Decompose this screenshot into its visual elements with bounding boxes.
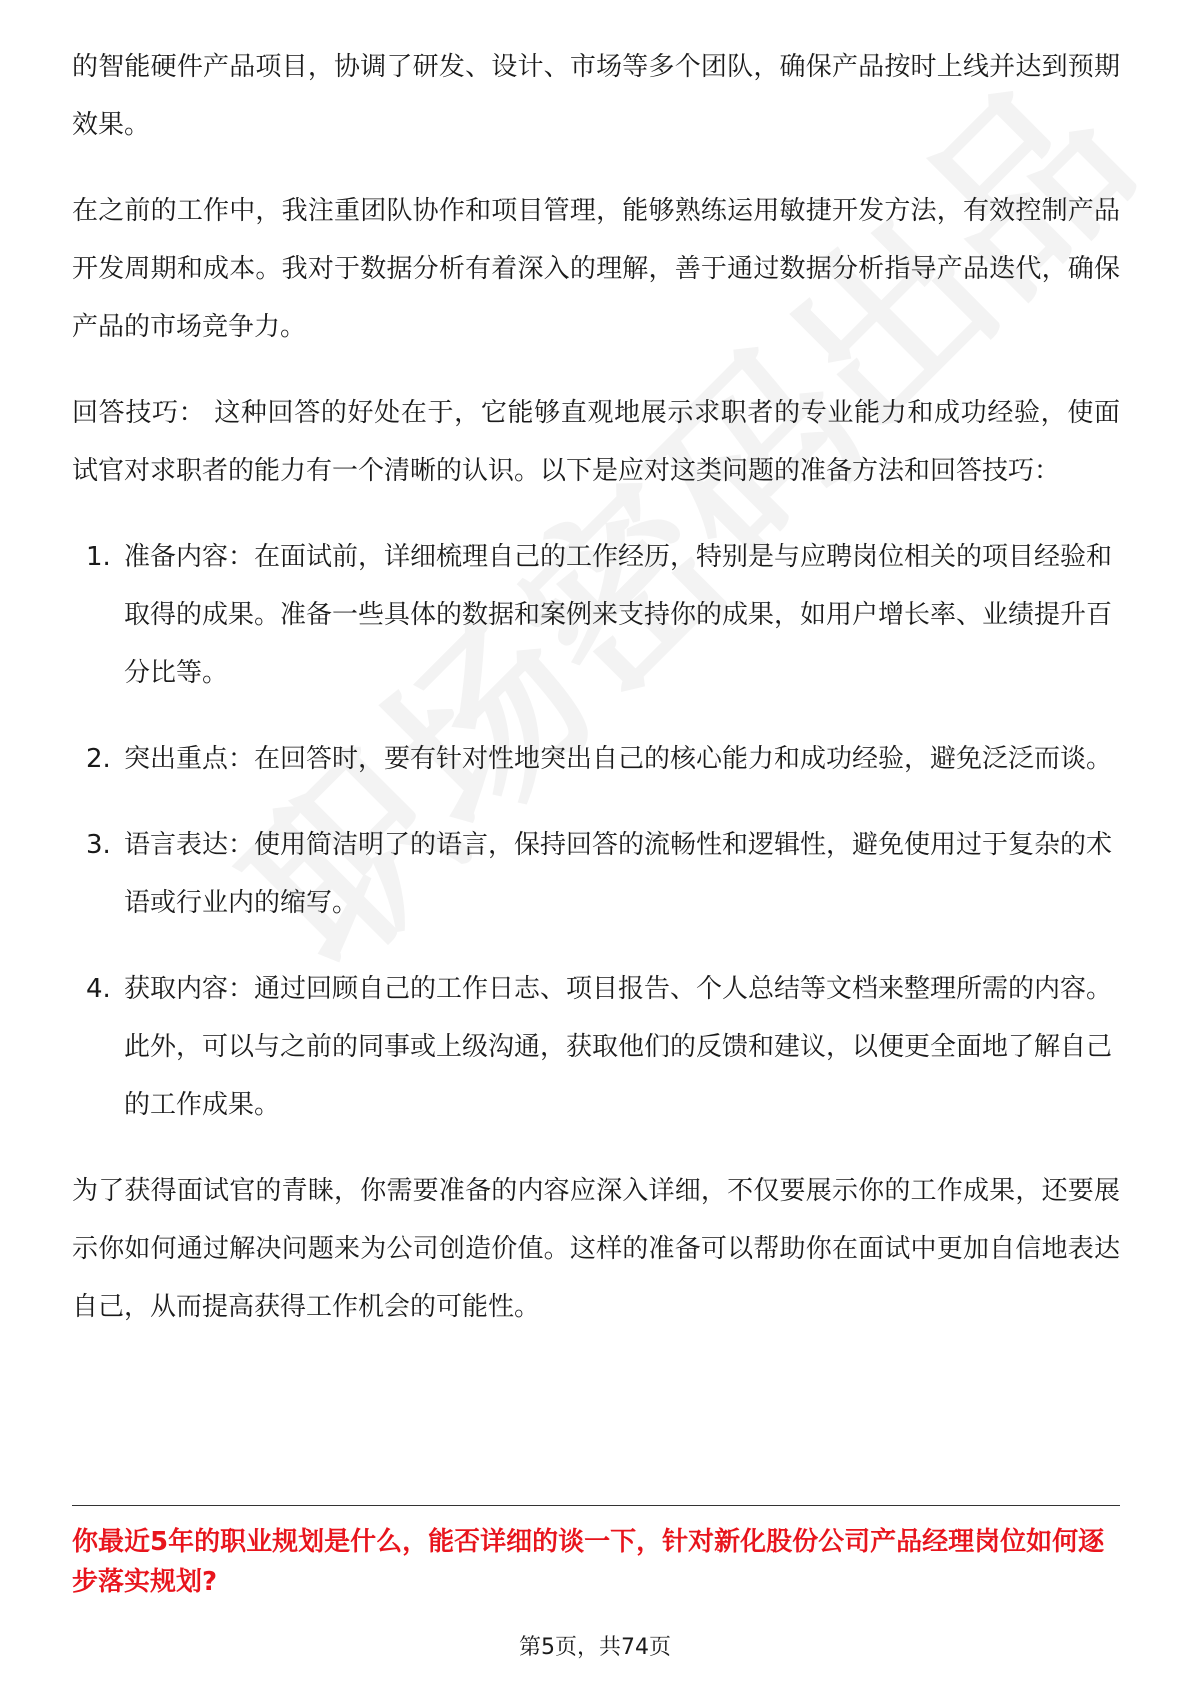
list-item-text: 准备内容：在面试前，详细梳理自己的工作经历，特别是与应聘岗位相关的项目经验和取得的成果。准备一些具体的数据和案例来支持你的成果，如用户增长率、业绩提升百分比等。 xyxy=(124,542,1113,688)
list-item-text: 突出重点：在回答时，要有针对性地突出自己的核心能力和成功经验，避免泛泛而谈。 xyxy=(124,744,1113,774)
list-item-text: 语言表达：使用简洁明了的语言，保持回答的流畅性和逻辑性，避免使用过于复杂的术语或行业内的缩写。 xyxy=(124,830,1113,918)
list-number: 4. xyxy=(86,974,111,1004)
tips-list xyxy=(72,528,1120,1134)
list-item xyxy=(72,528,1120,702)
list-number: 3. xyxy=(86,830,111,860)
list-item-text: 获取内容：通过回顾自己的工作日志、项目报告、个人总结等文档来整理所需的内容。此外，可以与之前的同事或上级沟通，获取他们的反馈和建议，以便更全面地了解自己的工作成果。 xyxy=(124,974,1113,1120)
question-heading: 你最近5年的职业规划是什么，能否详细的谈一下，针对新化股份公司产品经理岗位如何逐步落实规划? xyxy=(72,1527,1105,1597)
list-item xyxy=(72,960,1120,1134)
paragraph-answer-tips: 回答技巧： 这种回答的好处在于，它能够直观地展示求职者的专业能力和成功经验，使面试官对求职者的能力有一个清晰的认识。以下是应对这类问题的准备方法和回答技巧： xyxy=(72,398,1120,486)
list-number: 2. xyxy=(86,744,111,774)
list-item xyxy=(72,816,1120,932)
paragraph-continued: 的智能硬件产品项目，协调了研发、设计、市场等多个团队，确保产品按时上线并达到预期效果。 xyxy=(72,52,1120,140)
page-content xyxy=(72,38,1120,1364)
paragraph-conclusion: 为了获得面试官的青睐，你需要准备的内容应深入详细，不仅要展示你的工作成果，还要展示你如何通过解决问题来为公司创造价值。这样的准备可以帮助你在面试中更加自信地表达自己，从而提高获得工作机会的可能性。 xyxy=(72,1176,1120,1322)
page-number: 第5页，共74页 xyxy=(519,1635,671,1660)
list-number: 1. xyxy=(86,542,111,572)
paragraph-experience: 在之前的工作中，我注重团队协作和项目管理，能够熟练运用敏捷开发方法，有效控制产品开发周期和成本。我对于数据分析有着深入的理解，善于通过数据分析指导产品迭代，确保产品的市场竞争力。 xyxy=(72,196,1120,342)
section-divider xyxy=(72,1505,1120,1506)
list-item xyxy=(72,730,1120,788)
